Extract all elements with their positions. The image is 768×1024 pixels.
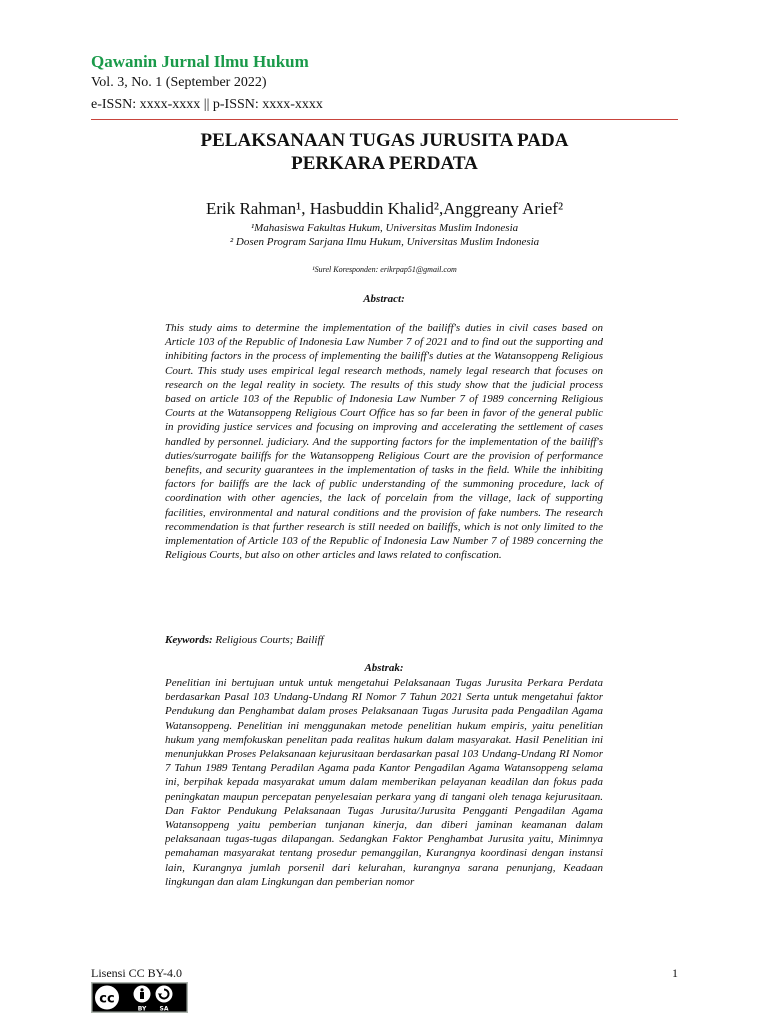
badge-by-label: BY (137, 1005, 147, 1013)
journal-volume: Vol. 3, No. 1 (September 2022) (91, 75, 267, 90)
keywords (165, 634, 603, 646)
abstract-text: This study aims to determine the implementation of the bailiff's duties in civil cases based on Article 103 of the Republic of Indonesia Law Number 7 of 2021 and to find out the supporting and inhibiting factors in the process of implementing the bailiff's duties at the Watansoppeng Religious Court. This study uses empirical legal research methods, namely legal research that focuses on research on the legal reality in society. The results of this study show that the judicial process based on article 103 of the Republic of Indonesia Law Number 7 of 1989 concerning Religious Courts at the Watansoppeng Religious Court Office has so far been in favor of the general public in providing justice services and focusing on improving and accelerating the settlement of cases handled by personnel. judiciary. And the supporting factors for the implementation of the bailiff's duties/surrogate bailiffs for the Watansoppeng Religious Court are the provision of performance benefits, and security guarantees in the implementation of tasks in the field. While the inhibiting factors for bailiffs are the lack of public understanding of the summoning procedure, lack of coordination with other agencies, the lack of porcelain from the village, lack of supporting facilities, environmental and natural conditions and the provision of fake numbers. The research recommendation is that further research is still needed on bailiffs, which is not only limited to the implementation of Article 103 of the Republic of Indonesia Law Number 7 of 1989 concerning the Religious Courts, but also on other articles and laws related to confiscation. (165, 322, 603, 562)
article-title-line1: PELAKSANAAN TUGAS JURUSITA PADA (200, 130, 569, 151)
page-number: 1 (672, 966, 678, 980)
keywords-label: Keywords: (165, 634, 213, 646)
journal-title: Qawanin Jurnal Ilmu Hukum (91, 52, 309, 71)
article-title-line2: PERKARA PERDATA (291, 153, 478, 174)
header-rule (91, 119, 678, 120)
badge-sa-label: SA (159, 1005, 169, 1013)
affiliation-2: ² Dosen Program Sarjana Ilmu Hukum, Universitas Muslim Indonesia (229, 236, 540, 248)
journal-issn: e-ISSN: xxxx-xxxx || p-ISSN: xxxx-xxxx (91, 97, 323, 112)
keywords-value: Religious Courts; Bailiff (212, 634, 324, 646)
abstract-heading: Abstract: (363, 293, 405, 305)
authors: Erik Rahman¹, Hasbuddin Khalid²,Anggreany Arief² (205, 199, 564, 218)
affiliation-1: ¹Mahasiswa Fakultas Hukum, Universitas Muslim Indonesia (250, 222, 519, 234)
svg-text:cc: cc (99, 991, 115, 1007)
corresponding-email: ¹Surel Koresponden: erikrpap51@gmail.com (312, 265, 457, 274)
abstrak-heading: Abstrak: (364, 662, 404, 674)
abstrak-text: Penelitian ini bertujuan untuk untuk mengetahui Pelaksanaan Tugas Jurusita Perkara Perdata berdasarkan Pasal 103 Undang-Undang RI Nomor 7 Tahun 2021 Serta untuk mengetahui faktor Pendukung dan Penghambat dalam proses Pelaksanaan Tugas Jurusita pada Pengadilan Agama Watansoppeng. Penelitian ini menggunakan metode penelitian hukum empiris, yaitu penelitian hukum yang memfokuskan penelitan pada realitas hukum dalam masyarakat. Hasil Penelitian ini menunjukkan Proses Pelaksanaan kejurusitaan berdasarkan pasal 103 Undang-Undang RI Nomor 7 Tahun 1989 Tentang Peradilan Agama pada Kantor Pengadilan Agama Watansoppeng selama ini, berpihak kepada masyarakat umum dalam memberikan pelayanan keadilan dan fokus pada peningkatan maupun percepatan penyelesaian perkara yang di tangani oleh tenaga kejurusitaan. Dan Faktor Pendukung Pelaksanaan Tugas Jurusita/Jurusita Pengganti Pengadilan Agama Watansoppeng yaitu pemberian tunjanan kinerja, dan diberi jaminan keamanan dalam pelaksanaan tugas-tugas dilapangan. Sedangkan Faktor Penghambat Jurusita yaitu, Minimnya pemahaman masyarakat tentang prosedur pemanggilan, Kurangnya koordinasi dengan instansi lain, Kurangnya jumlah porsenil dari kelurahan, kurangnya sarana penunjang, Keadaan lingkungan dan alam Lingkungan dan pemberian nomor (165, 677, 603, 888)
license-text: Lisensi CC BY-4.0 (91, 966, 183, 980)
cc-by-sa-badge-icon (91, 982, 188, 1013)
